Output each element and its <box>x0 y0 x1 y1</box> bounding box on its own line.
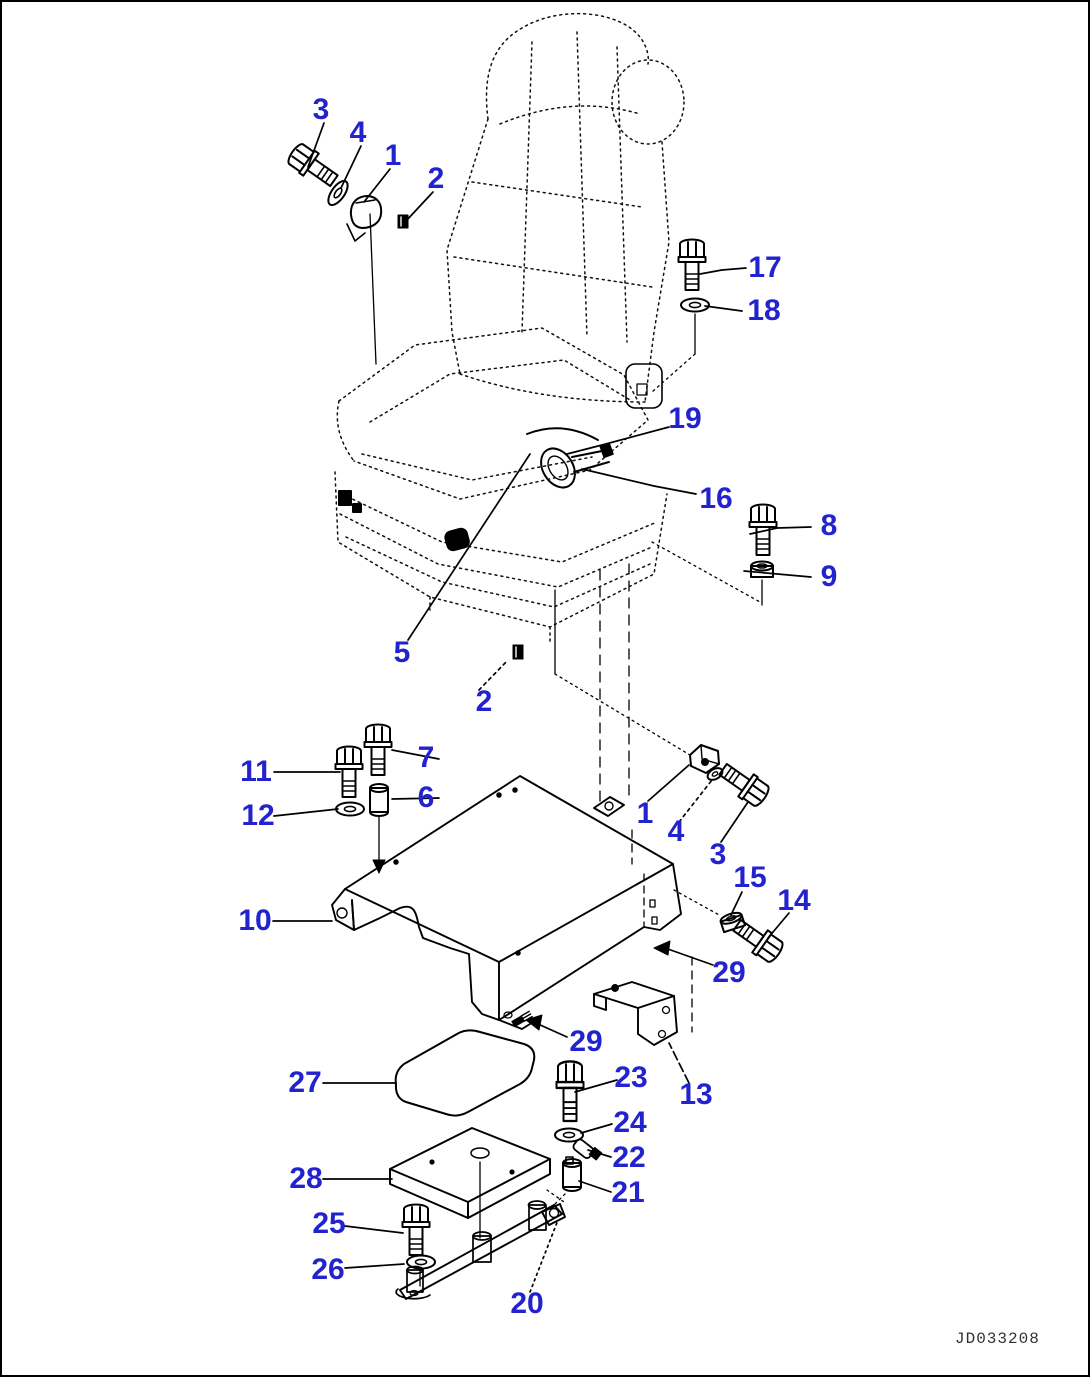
leader-lines <box>273 123 811 1292</box>
callout-3-0: 3 <box>312 93 330 126</box>
callout-21-30: 21 <box>611 1176 645 1209</box>
callout-16-7: 16 <box>699 482 733 515</box>
mounting-bracket-drawing <box>332 776 681 1029</box>
side-bolt-drawing <box>750 505 777 578</box>
headrest-bolt-drawing <box>285 141 352 209</box>
callout-23-25: 23 <box>614 1061 648 1094</box>
callout-17-4: 17 <box>748 251 782 284</box>
figure-code-watermark: JD033208 <box>955 1330 1040 1348</box>
callout-5-10: 5 <box>393 636 411 669</box>
callout-10-21: 10 <box>238 904 272 937</box>
callout-27-24: 27 <box>288 1066 322 1099</box>
callout-1-2: 1 <box>384 139 402 172</box>
callout-12-15: 12 <box>241 799 275 832</box>
callout-15-19: 15 <box>733 861 767 894</box>
callout-4-17: 4 <box>667 815 685 848</box>
clip-part-drawing-lower <box>513 645 523 659</box>
callout-2-3: 2 <box>427 162 445 195</box>
lower-bolt-drawing <box>403 1205 436 1269</box>
callout-20-33: 20 <box>510 1287 544 1320</box>
callout-6-14: 6 <box>417 781 435 814</box>
callout-11-13: 11 <box>240 755 272 788</box>
center-bolt-stack-drawing <box>555 1061 602 1191</box>
callout-18-5: 18 <box>747 294 781 327</box>
callout-1-16: 1 <box>636 797 654 830</box>
bracket-clevis-drawing <box>690 745 772 809</box>
callout-26-32: 26 <box>311 1253 345 1286</box>
callout-2-11: 2 <box>475 685 493 718</box>
callout-7-12: 7 <box>417 741 435 774</box>
callout-28-29: 28 <box>289 1162 323 1195</box>
callout-4-1: 4 <box>349 116 367 149</box>
callout-8-8: 8 <box>820 509 838 542</box>
callout-13-26: 13 <box>679 1078 713 1111</box>
recliner-bolt-drawing <box>679 240 710 312</box>
callout-29-23: 29 <box>569 1025 603 1058</box>
callout-19-6: 19 <box>668 402 702 435</box>
callout-29-22: 29 <box>712 956 746 989</box>
seat-illustration <box>335 14 684 642</box>
callout-3-18: 3 <box>709 838 727 871</box>
seat-lever-drawing <box>339 428 613 551</box>
l-bracket-drawing <box>594 982 677 1045</box>
clip-part-drawing-top <box>398 215 408 228</box>
exploded-view-drawing <box>2 2 1090 1377</box>
callout-25-31: 25 <box>312 1207 346 1240</box>
callout-24-27: 24 <box>613 1106 647 1139</box>
pad-drawing <box>396 1030 535 1115</box>
callout-22-28: 22 <box>612 1141 646 1174</box>
mount-bolts-drawing <box>336 725 392 817</box>
callout-9-9: 9 <box>820 560 838 593</box>
callout-14-20: 14 <box>777 884 811 917</box>
